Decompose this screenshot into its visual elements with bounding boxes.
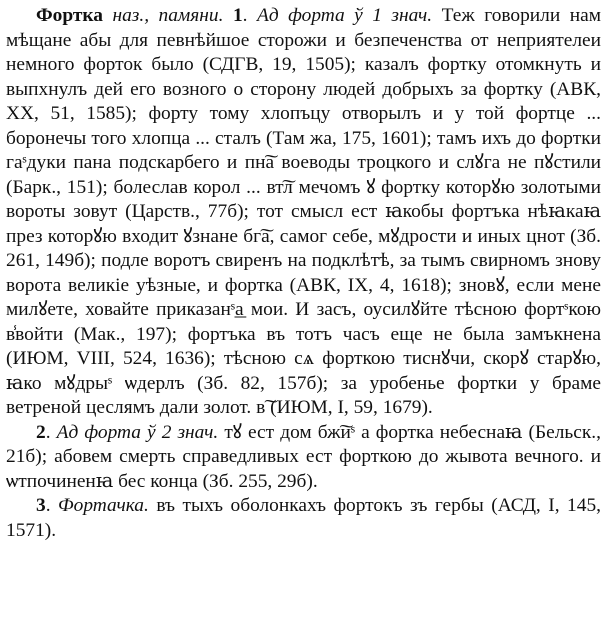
sense-definition: Фортачка. xyxy=(58,495,149,516)
headword: Фортка xyxy=(36,5,103,26)
sense-2-paragraph: 2. Ад форта ў 2 знач. тꙋ ест дом бж͠иˢ а фортка небеснаꙗ (Бельск., 21б); абовем смерть справедливых ест форткою до жывота вечного. и ѡтпочиненꙗ бес конца (Зб. 255, 29б). xyxy=(6,421,601,492)
sense-3-paragraph: 3. Фортачка. въ тыхъ оболонкахъ фортокъ зъ гербы (АСД, I, 145, 1571). xyxy=(6,495,601,541)
sense-number: 2 xyxy=(36,421,46,443)
sense-citations: въ тыхъ оболонкахъ фортокъ зъ гербы (АСД, I, 145, 1571). xyxy=(6,495,601,541)
sense-citations: Теж говорили нам мѣщане абы для певнѣйшое сторожи и безпеченства от неприятелеи немного форток было (СДГВ, 19, 1505); казалъ фортку отомкнуть и выпхнулъ дей его возного о сторону людей добрыхъ за фортку (АВК, XX, 51, 1585); форту тому хлопъцу отворылъ и у той фортце ... боронечы того хлопца ... сталъ (Там жа, 175, 1601); тамъ ихъ до фортки гаˢдуки пана подскарбего и пн͠а воеводы троцкого и слꙋга не пꙋстили (Барк., 151); болеслав корол ... вт͠л мечомъ ꙋ фортку которꙋю золотыми вороты зовут (Царств., 77б); тот смысл ест ꙗкобы фортъка нѣꙗкаꙗ през которꙋю входит ꙋзнане бг͠а, самог себе, мꙋдрости и иных цнот (Зб. 261, 149б); подле воротъ свиренъ на подклѣтѣ, за тымъ свирномъ знову ворота великіе уѣзные, и фортка (АВК, IX, 4, 1618); зновꙋ, если мене милꙋете, ховайте приказанˢ͟а мои. И засъ, оусилꙋйте тѣсною фортˢкою в̾войти (Мак., 197); фортъка въ тотъ часъ еще не была замъкнена (ИЮМ, VIII, 524, 1636); тѣсною сѧ форткою тиснꙋчи, скорꙋ старꙋю, ꙗко мꙋдрыˢ ѡдерлъ (Зб. 82, 157б); за уробенье фортки у браме ветреной цеслямъ дали золот. в͠ (ИЮМ, I, 59, 1679). xyxy=(6,5,601,418)
sense-1-paragraph: Фортка наз., памяни. 1. Ад форта ў 1 знач. Теж говорили нам мѣщане абы для певнѣйшое сторожи и безпеченства от неприятелеи немного форток было (СДГВ, 19, 1505); казалъ фортку отомкнуть и выпхнулъ дей его возного о сторону людей добрыхъ за фортку (АВК, XX, 51, 1585); форту тому хлопъцу отворылъ и у той фортце ... боронечы того хлопца ... сталъ (Там жа, 175, 1601); тамъ ихъ до фортки гаˢдуки пана подскарбего и пн͠а воеводы троцкого и слꙋга не пꙋстили (Барк., 151); болеслав корол ... вт͠л мечомъ ꙋ фортку которꙋю золотыми вороты зовут (Царств., 77б); тот смысл ест ꙗкобы фортъка нѣꙗкаꙗ през которꙋю входит ꙋзнане бг͠а, самог себе, мꙋдрости и иных цнот (Зб. 261, 149б); подле воротъ свиренъ на подклѣтѣ, за тымъ свирномъ знову ворота великіе уѣзные, и фортка (АВК, IX, 4, 1618); зновꙋ, если мене милꙋете, ховайте приказанˢ͟а мои. И засъ, оусилꙋйте тѣсною фортˢкою в̾войти (Мак., 197); фортъка въ тотъ часъ еще не была замъкнена (ИЮМ, VIII, 524, 1636); тѣсною сѧ форткою тиснꙋчи, скорꙋ старꙋю, ꙗко мꙋдрыˢ ѡдерлъ (Зб. 82, 157б); за уробенье фортки у браме ветреной цеслямъ дали золот. в͠ (ИЮМ, I, 59, 1679). xyxy=(6,5,601,418)
sense-number: 3 xyxy=(36,495,46,516)
sense-definition: Ад форта ў 2 знач. xyxy=(56,421,219,443)
sense-citations: тꙋ ест дом бж͠иˢ а фортка небеснаꙗ (Бельск., 21б); абовем смерть справедливых ест форткою до жывота вечного. и ѡтпочиненꙗ бес конца (Зб. 255, 29б). xyxy=(6,421,601,492)
sense-number: 1 xyxy=(232,5,243,26)
sense-definition: Ад форта ў 1 знач. xyxy=(256,5,433,26)
grammar-note: наз., памяни. xyxy=(112,5,224,26)
